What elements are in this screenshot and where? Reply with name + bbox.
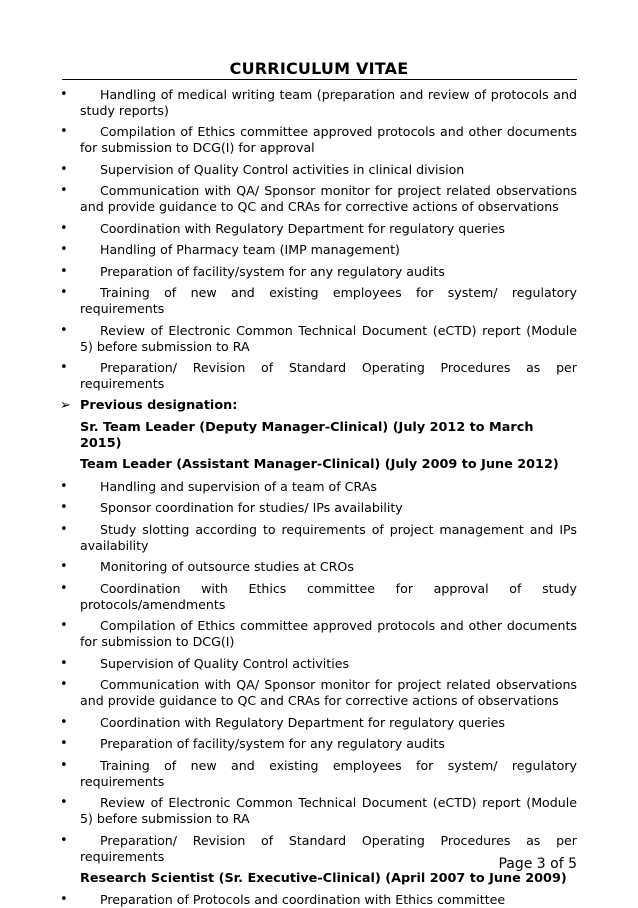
role-title: Research Scientist (Sr. Executive-Clinical) (April 2007 to June 2009) bbox=[62, 871, 577, 887]
list-item-text: Review of Electronic Common Technical Document (eCTD) report (Module 5) before submission to RA bbox=[80, 323, 577, 355]
list-item bbox=[62, 715, 577, 731]
list-item-text: Preparation of facility/system for any regulatory audits bbox=[80, 264, 577, 280]
list-item-text: Coordination with Ethics committee for approval of study protocols/amendments bbox=[80, 581, 577, 613]
list-item bbox=[62, 162, 577, 178]
list-item-text: Training of new and existing employees for system/ regulatory requirements bbox=[80, 285, 577, 317]
bullet-icon: • bbox=[60, 162, 68, 178]
list-item-text: Preparation of Protocols and coordination with Ethics committee bbox=[80, 892, 577, 908]
previous-designation-label: Previous designation: bbox=[80, 398, 237, 413]
list-item-text: Compilation of Ethics committee approved protocols and other documents for submission to DCG(I) for approval bbox=[80, 124, 577, 156]
list-item-text: Handling of Pharmacy team (IMP management) bbox=[80, 242, 577, 258]
list-item-text: Monitoring of outsource studies at CROs bbox=[80, 559, 577, 575]
list-item-text: Compilation of Ethics committee approved protocols and other documents for submission to DCG(I) bbox=[80, 618, 577, 650]
bullet-icon: • bbox=[60, 360, 68, 376]
list-item-text: Coordination with Regulatory Department for regulatory queries bbox=[80, 221, 577, 237]
list-item bbox=[62, 323, 577, 355]
list-item bbox=[62, 479, 577, 495]
document-body bbox=[62, 81, 577, 908]
list-item bbox=[62, 221, 577, 237]
bullet-icon: • bbox=[60, 87, 68, 103]
list-item bbox=[62, 242, 577, 258]
list-item-text: Study slotting according to requirements of project management and IPs availability bbox=[80, 522, 577, 554]
bullet-icon: • bbox=[60, 285, 68, 301]
list-item bbox=[62, 500, 577, 516]
bullet-icon: • bbox=[60, 183, 68, 199]
list-item bbox=[62, 264, 577, 280]
list-item bbox=[62, 656, 577, 672]
list-item-text: Preparation/ Revision of Standard Operating Procedures as per requirements bbox=[80, 360, 577, 392]
bullet-icon: • bbox=[60, 522, 68, 538]
list-item-text: Review of Electronic Common Technical Document (eCTD) report (Module 5) before submission to RA bbox=[80, 795, 577, 827]
list-item bbox=[62, 522, 577, 554]
research-scientist-list bbox=[62, 887, 577, 908]
bullet-icon: • bbox=[60, 242, 68, 258]
responsibilities-list bbox=[62, 81, 577, 392]
list-item bbox=[62, 124, 577, 156]
bullet-icon: • bbox=[60, 677, 68, 693]
bullet-icon: • bbox=[60, 736, 68, 752]
list-item bbox=[62, 677, 577, 709]
list-item-text: Communication with QA/ Sponsor monitor for project related observations and provide guidance to QC and CRAs for corrective actions of observations bbox=[80, 677, 577, 709]
bullet-icon: • bbox=[60, 264, 68, 280]
bullet-icon: • bbox=[60, 124, 68, 140]
bullet-icon: • bbox=[60, 500, 68, 516]
bullet-icon: • bbox=[60, 618, 68, 634]
list-item-text: Sponsor coordination for studies/ IPs availability bbox=[80, 500, 577, 516]
list-item-text: Coordination with Regulatory Department for regulatory queries bbox=[80, 715, 577, 731]
title-divider bbox=[62, 79, 577, 80]
list-item bbox=[62, 87, 577, 119]
list-item-text: Supervision of Quality Control activities bbox=[80, 656, 577, 672]
list-item-text: Training of new and existing employees for system/ regulatory requirements bbox=[80, 758, 577, 790]
bullet-icon: • bbox=[60, 892, 68, 908]
role-title: Sr. Team Leader (Deputy Manager-Clinical) (July 2012 to March 2015) bbox=[62, 420, 577, 452]
arrow-bullet-icon: ➢ bbox=[60, 398, 71, 414]
page-title: CURRICULUM VITAE bbox=[0, 59, 638, 78]
list-item bbox=[62, 736, 577, 752]
list-item-text: Handling and supervision of a team of CRAs bbox=[80, 479, 577, 495]
bullet-icon: • bbox=[60, 715, 68, 731]
bullet-icon: • bbox=[60, 221, 68, 237]
list-item-text: Supervision of Quality Control activities in clinical division bbox=[80, 162, 577, 178]
list-item bbox=[62, 285, 577, 317]
list-item-text: Handling of medical writing team (preparation and review of protocols and study reports) bbox=[80, 87, 577, 119]
bullet-icon: • bbox=[60, 833, 68, 849]
role-title: Team Leader (Assistant Manager-Clinical) (July 2009 to June 2012) bbox=[62, 457, 577, 473]
list-item-text: Communication with QA/ Sponsor monitor for project related observations and provide guidance to QC and CRAs for corrective actions of observations bbox=[80, 183, 577, 215]
list-item-text: Preparation of facility/system for any regulatory audits bbox=[80, 736, 577, 752]
list-item bbox=[62, 892, 577, 908]
bullet-icon: • bbox=[60, 795, 68, 811]
list-item-text: Preparation/ Revision of Standard Operating Procedures as per requirements bbox=[80, 833, 577, 865]
list-item bbox=[62, 559, 577, 575]
bullet-icon: • bbox=[60, 323, 68, 339]
previous-designation-heading bbox=[62, 398, 577, 414]
list-item bbox=[62, 618, 577, 650]
bullet-icon: • bbox=[60, 479, 68, 495]
list-item bbox=[62, 581, 577, 613]
list-item bbox=[62, 360, 577, 392]
bullet-icon: • bbox=[60, 656, 68, 672]
bullet-icon: • bbox=[60, 559, 68, 575]
page-number: Page 3 of 5 bbox=[498, 856, 577, 872]
bullet-icon: • bbox=[60, 758, 68, 774]
list-item bbox=[62, 795, 577, 827]
bullet-icon: • bbox=[60, 581, 68, 597]
list-item bbox=[62, 758, 577, 790]
previous-responsibilities-list bbox=[62, 473, 577, 865]
list-item bbox=[62, 183, 577, 215]
